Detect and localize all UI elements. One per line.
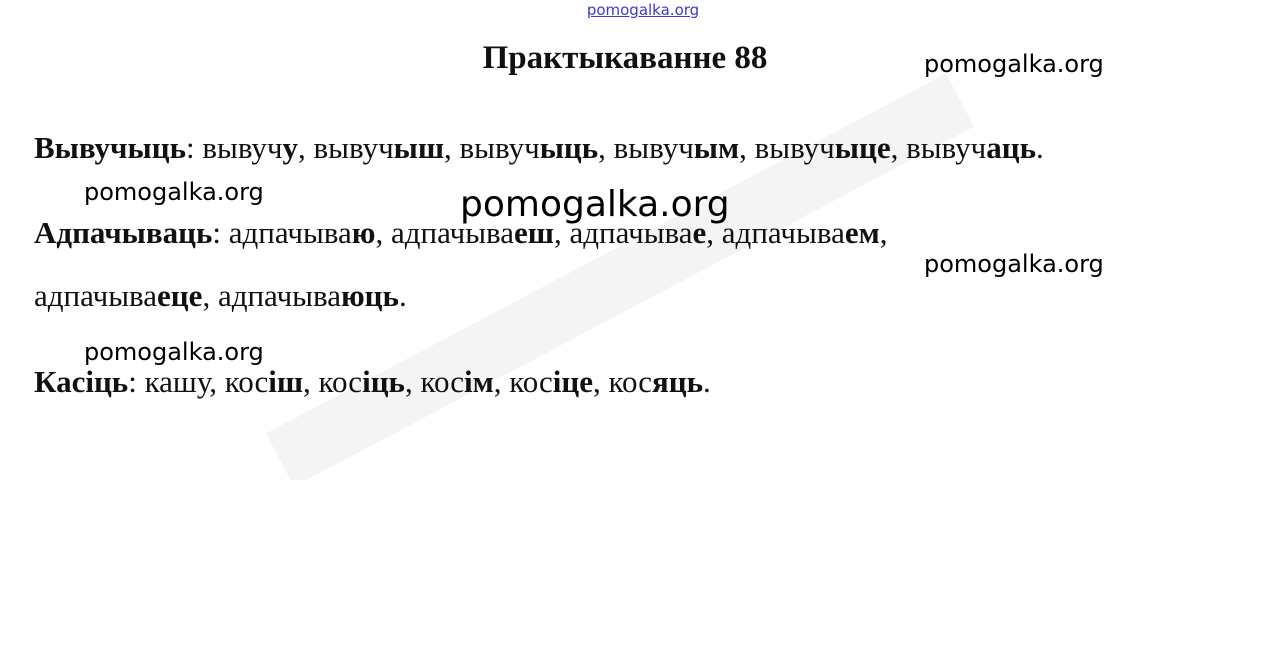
form-ending: ым <box>693 130 740 165</box>
form-stem: кос <box>318 364 363 399</box>
form-stem: адпачыва <box>228 215 352 250</box>
form-ending: іш <box>268 364 304 399</box>
form-stem: вывуч <box>202 130 283 165</box>
form-ending: яць <box>652 364 704 399</box>
form-stem: кос <box>608 364 653 399</box>
verb-infinitive: Вывучыць <box>34 130 187 165</box>
form-ending: ім <box>463 364 494 399</box>
form-stem: адпачыва <box>217 278 341 313</box>
form-stem: кос <box>420 364 464 399</box>
conjugation-line-2: Адпачываць: адпачываю, адпачываеш, адпачывае, адпачываем, <box>34 215 888 250</box>
conjugation-line-3: Касіць: кашу, косіш, косіць, косім, косіце, косяць. <box>34 364 711 399</box>
watermark-text: pomogalka.org <box>924 250 1104 278</box>
form-ending: еш <box>514 215 554 250</box>
form-ending: у <box>282 130 299 165</box>
form-stem: кос <box>509 364 553 399</box>
conjugation-line-1: Вывучыць: вывучу, вывучыш, вывучыць, вывучым, вывучыце, вывучаць. <box>34 130 1044 165</box>
watermark-text: pomogalka.org <box>84 178 264 206</box>
form-stem: адпачыва <box>391 215 515 250</box>
form-ending: ыш <box>393 130 445 165</box>
form-stem: адпачыва <box>721 215 845 250</box>
form-stem: адпачыва <box>569 215 693 250</box>
form-ending: іць <box>362 364 405 399</box>
form-stem: вывуч <box>613 130 694 165</box>
form-ending: ю <box>351 215 376 250</box>
conjugation-line-2-continued: адпачываеце, адпачываюць. <box>34 278 407 313</box>
form-stem: каш <box>144 364 197 399</box>
form-ending: е <box>692 215 707 250</box>
form-ending: ыць <box>539 130 599 165</box>
top-watermark-link[interactable]: pomogalka.org <box>586 1 700 19</box>
form-stem: вывуч <box>313 130 394 165</box>
exercise-title: Практыкаванне 88 <box>482 40 768 76</box>
form-ending: у <box>196 364 210 399</box>
form-ending: ыце <box>834 130 891 165</box>
watermark-text: pomogalka.org <box>84 338 264 366</box>
form-stem: адпачыва <box>34 278 158 313</box>
verb-infinitive: Касіць <box>34 364 129 399</box>
form-stem: вывуч <box>459 130 540 165</box>
watermark-large-text: pomogalka.org <box>460 184 730 225</box>
form-ending: юць <box>340 278 399 313</box>
form-ending: аць <box>986 130 1036 165</box>
watermark-text: pomogalka.org <box>924 50 1104 78</box>
form-stem: вывуч <box>906 130 987 165</box>
diagonal-watermark-mark <box>260 60 1020 480</box>
form-stem: вывуч <box>754 130 835 165</box>
form-ending: ем <box>844 215 880 250</box>
form-stem: кос <box>224 364 269 399</box>
form-ending: іце <box>552 364 593 399</box>
form-ending: еце <box>157 278 203 313</box>
verb-infinitive: Адпачываць <box>34 215 213 250</box>
